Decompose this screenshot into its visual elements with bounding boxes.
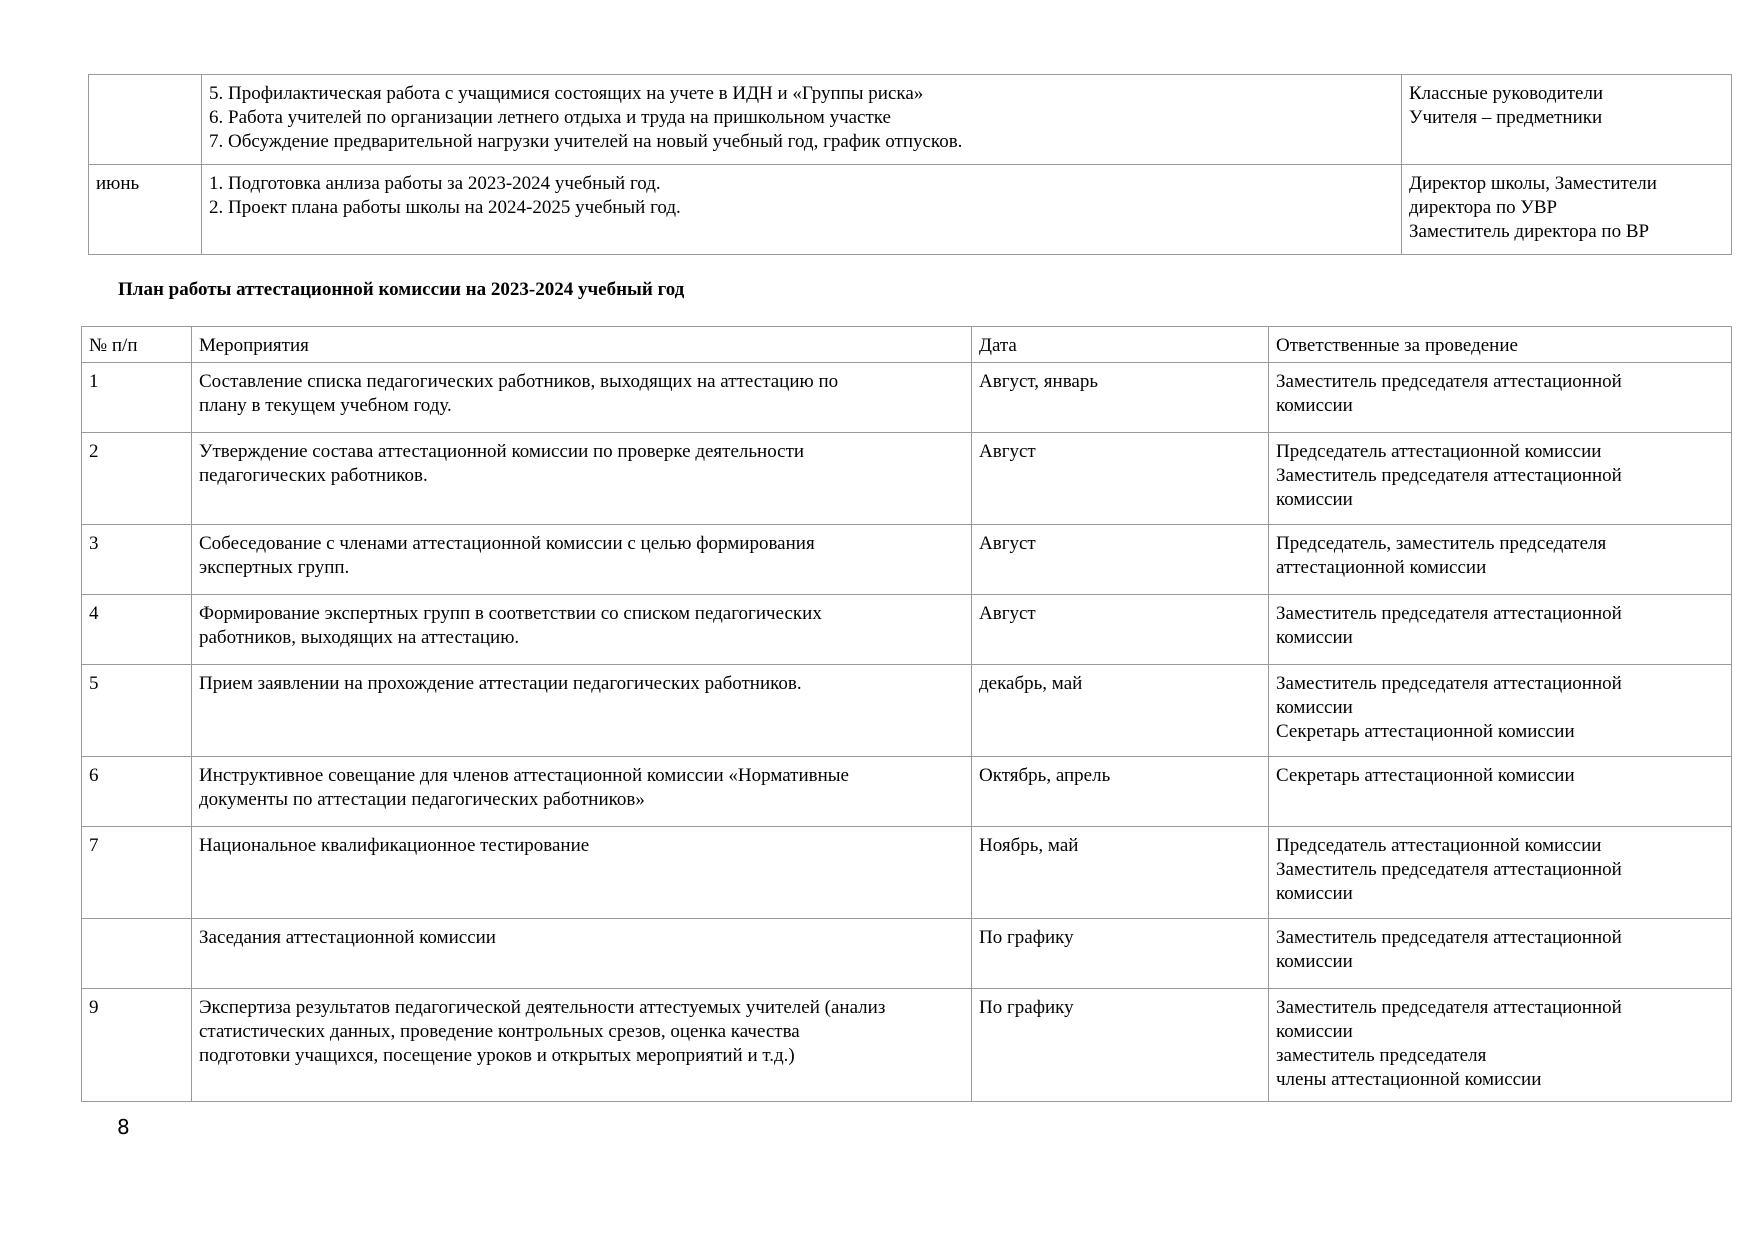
responsible-cell-line: аттестационной комиссии	[1276, 557, 1487, 578]
event-cell-line: статистических данных, проведение контрольных срезов, оценка качества	[199, 1021, 800, 1042]
responsible-cell	[1269, 665, 1732, 757]
event-cell	[192, 757, 972, 827]
row-number-cell: 6	[82, 757, 192, 827]
responsible-cell	[1402, 165, 1732, 255]
responsible-cell-line: директора по УВР	[1409, 197, 1558, 218]
event-cell-line: Собеседование с членами аттестационной комиссии с целью формирования	[199, 533, 815, 554]
event-cell-line: педагогических работников.	[199, 465, 428, 486]
responsible-cell-line: Заместитель председателя аттестационной	[1276, 603, 1622, 624]
responsible-cell	[1269, 989, 1732, 1102]
responsible-cell-line: Заместитель председателя аттестационной	[1276, 673, 1622, 694]
table-row	[82, 919, 1732, 989]
responsible-cell-line: Заместитель директора по ВР	[1409, 221, 1650, 242]
responsible-cell	[1269, 595, 1732, 665]
month-cell: июнь	[89, 165, 202, 255]
date-cell: Август	[972, 433, 1269, 525]
responsible-cell	[1269, 919, 1732, 989]
work-plan-table-continued	[88, 74, 1732, 255]
activities-cell-line: 7. Обсуждение предварительной нагрузки учителей на новый учебный год, график отпусков.	[209, 131, 963, 152]
table-row	[82, 363, 1732, 433]
responsible-cell-line: комиссии	[1276, 395, 1353, 416]
event-cell	[192, 595, 972, 665]
table-row	[82, 989, 1732, 1102]
event-cell-line: Инструктивное совещание для членов аттестационной комиссии «Нормативные	[199, 765, 849, 786]
date-cell: Август	[972, 525, 1269, 595]
event-cell	[192, 433, 972, 525]
header-date: Дата	[972, 327, 1269, 363]
event-cell-line: документы по аттестации педагогических работников»	[199, 789, 645, 810]
event-cell-line: Прием заявлении на прохождение аттестации педагогических работников.	[199, 673, 802, 694]
responsible-cell-line: Председатель, заместитель председателя	[1276, 533, 1607, 554]
responsible-cell	[1269, 827, 1732, 919]
event-cell-line: Утверждение состава аттестационной комиссии по проверке деятельности	[199, 441, 805, 462]
activities-cell-line: 1. Подготовка анлиза работы за 2023-2024 учебный год.	[209, 173, 661, 194]
date-cell: Август	[972, 595, 1269, 665]
responsible-cell-line: комиссии	[1276, 1021, 1353, 1042]
event-cell-line: подготовки учащихся, посещение уроков и открытых мероприятий и т.д.)	[199, 1045, 795, 1066]
activities-cell	[202, 165, 1402, 255]
table-row	[82, 433, 1732, 525]
event-cell-line: работников, выходящих на аттестацию.	[199, 627, 520, 648]
responsible-cell-line: комиссии	[1276, 697, 1353, 718]
date-cell: декабрь, май	[972, 665, 1269, 757]
table-row	[82, 595, 1732, 665]
attestation-plan-table	[81, 326, 1732, 1102]
row-number-cell: 3	[82, 525, 192, 595]
responsible-cell-line: Директор школы, Заместители	[1409, 173, 1657, 194]
responsible-cell	[1269, 363, 1732, 433]
table-row	[89, 75, 1732, 165]
responsible-cell-line: комиссии	[1276, 951, 1353, 972]
event-cell	[192, 919, 972, 989]
responsible-cell-line: Секретарь аттестационной комиссии	[1276, 721, 1575, 742]
responsible-cell-line: Секретарь аттестационной комиссии	[1276, 765, 1575, 786]
table-row	[82, 827, 1732, 919]
header-responsible: Ответственные за проведение	[1269, 327, 1732, 363]
row-number-cell: 7	[82, 827, 192, 919]
responsible-cell-line: заместитель председателя	[1276, 1045, 1487, 1066]
responsible-cell-line: Классные руководители	[1409, 83, 1604, 104]
row-number-cell	[82, 919, 192, 989]
table-row	[82, 525, 1732, 595]
header-events: Мероприятия	[192, 327, 972, 363]
event-cell	[192, 525, 972, 595]
event-cell	[192, 363, 972, 433]
event-cell-line: Экспертиза результатов педагогической деятельности аттестуемых учителей (анализ	[199, 997, 886, 1018]
activities-cell	[202, 75, 1402, 165]
responsible-cell	[1269, 433, 1732, 525]
header-number: № п/п	[82, 327, 192, 363]
table-header-row	[82, 327, 1732, 363]
event-cell	[192, 665, 972, 757]
responsible-cell	[1402, 75, 1732, 165]
event-cell-line: экспертных групп.	[199, 557, 350, 578]
activities-cell-line: 5. Профилактическая работа с учащимися состоящих на учете в ИДН и «Группы риска»	[209, 83, 924, 104]
event-cell	[192, 989, 972, 1102]
responsible-cell-line: Заместитель председателя аттестационной	[1276, 927, 1622, 948]
row-number-cell: 9	[82, 989, 192, 1102]
responsible-cell-line: Председатель аттестационной комиссии	[1276, 835, 1602, 856]
responsible-cell-line: комиссии	[1276, 883, 1353, 904]
date-cell: По графику	[972, 989, 1269, 1102]
date-cell: По графику	[972, 919, 1269, 989]
responsible-cell-line: члены аттестационной комиссии	[1276, 1069, 1542, 1090]
table-row	[89, 165, 1732, 255]
date-cell: Август, январь	[972, 363, 1269, 433]
table-row	[82, 757, 1732, 827]
responsible-cell	[1269, 757, 1732, 827]
row-number-cell: 4	[82, 595, 192, 665]
month-cell	[89, 75, 202, 165]
attestation-table-body	[82, 363, 1732, 1102]
event-cell-line: Национальное квалификационное тестирование	[199, 835, 590, 856]
row-number-cell: 2	[82, 433, 192, 525]
date-cell: Ноябрь, май	[972, 827, 1269, 919]
work-plan-table-body	[89, 75, 1732, 255]
event-cell	[192, 827, 972, 919]
responsible-cell-line: комиссии	[1276, 489, 1353, 510]
event-cell-line: Составление списка педагогических работников, выходящих на аттестацию по	[199, 371, 839, 392]
responsible-cell-line: Заместитель председателя аттестационной	[1276, 997, 1622, 1018]
responsible-cell-line: Председатель аттестационной комиссии	[1276, 441, 1602, 462]
activities-cell-line: 6. Работа учителей по организации летнего отдыха и труда на пришкольном участке	[209, 107, 891, 128]
activities-cell-line: 2. Проект плана работы школы на 2024-2025 учебный год.	[209, 197, 681, 218]
date-cell: Октябрь, апрель	[972, 757, 1269, 827]
responsible-cell-line: Заместитель председателя аттестационной	[1276, 371, 1622, 392]
table-row	[82, 665, 1732, 757]
attestation-plan-title: План работы аттестационной комиссии на 2023-2024 учебный год	[118, 279, 685, 300]
event-cell-line: плану в текущем учебном году.	[199, 395, 452, 416]
event-cell-line: Формирование экспертных групп в соответствии со списком педагогических	[199, 603, 822, 624]
responsible-cell-line: Заместитель председателя аттестационной	[1276, 465, 1622, 486]
row-number-cell: 1	[82, 363, 192, 433]
row-number-cell: 5	[82, 665, 192, 757]
responsible-cell-line: Заместитель председателя аттестационной	[1276, 859, 1622, 880]
responsible-cell-line: Учителя – предметники	[1409, 107, 1603, 128]
responsible-cell-line: комиссии	[1276, 627, 1353, 648]
page-number: 8	[117, 1115, 130, 1139]
responsible-cell	[1269, 525, 1732, 595]
event-cell-line: Заседания аттестационной комиссии	[199, 927, 496, 948]
